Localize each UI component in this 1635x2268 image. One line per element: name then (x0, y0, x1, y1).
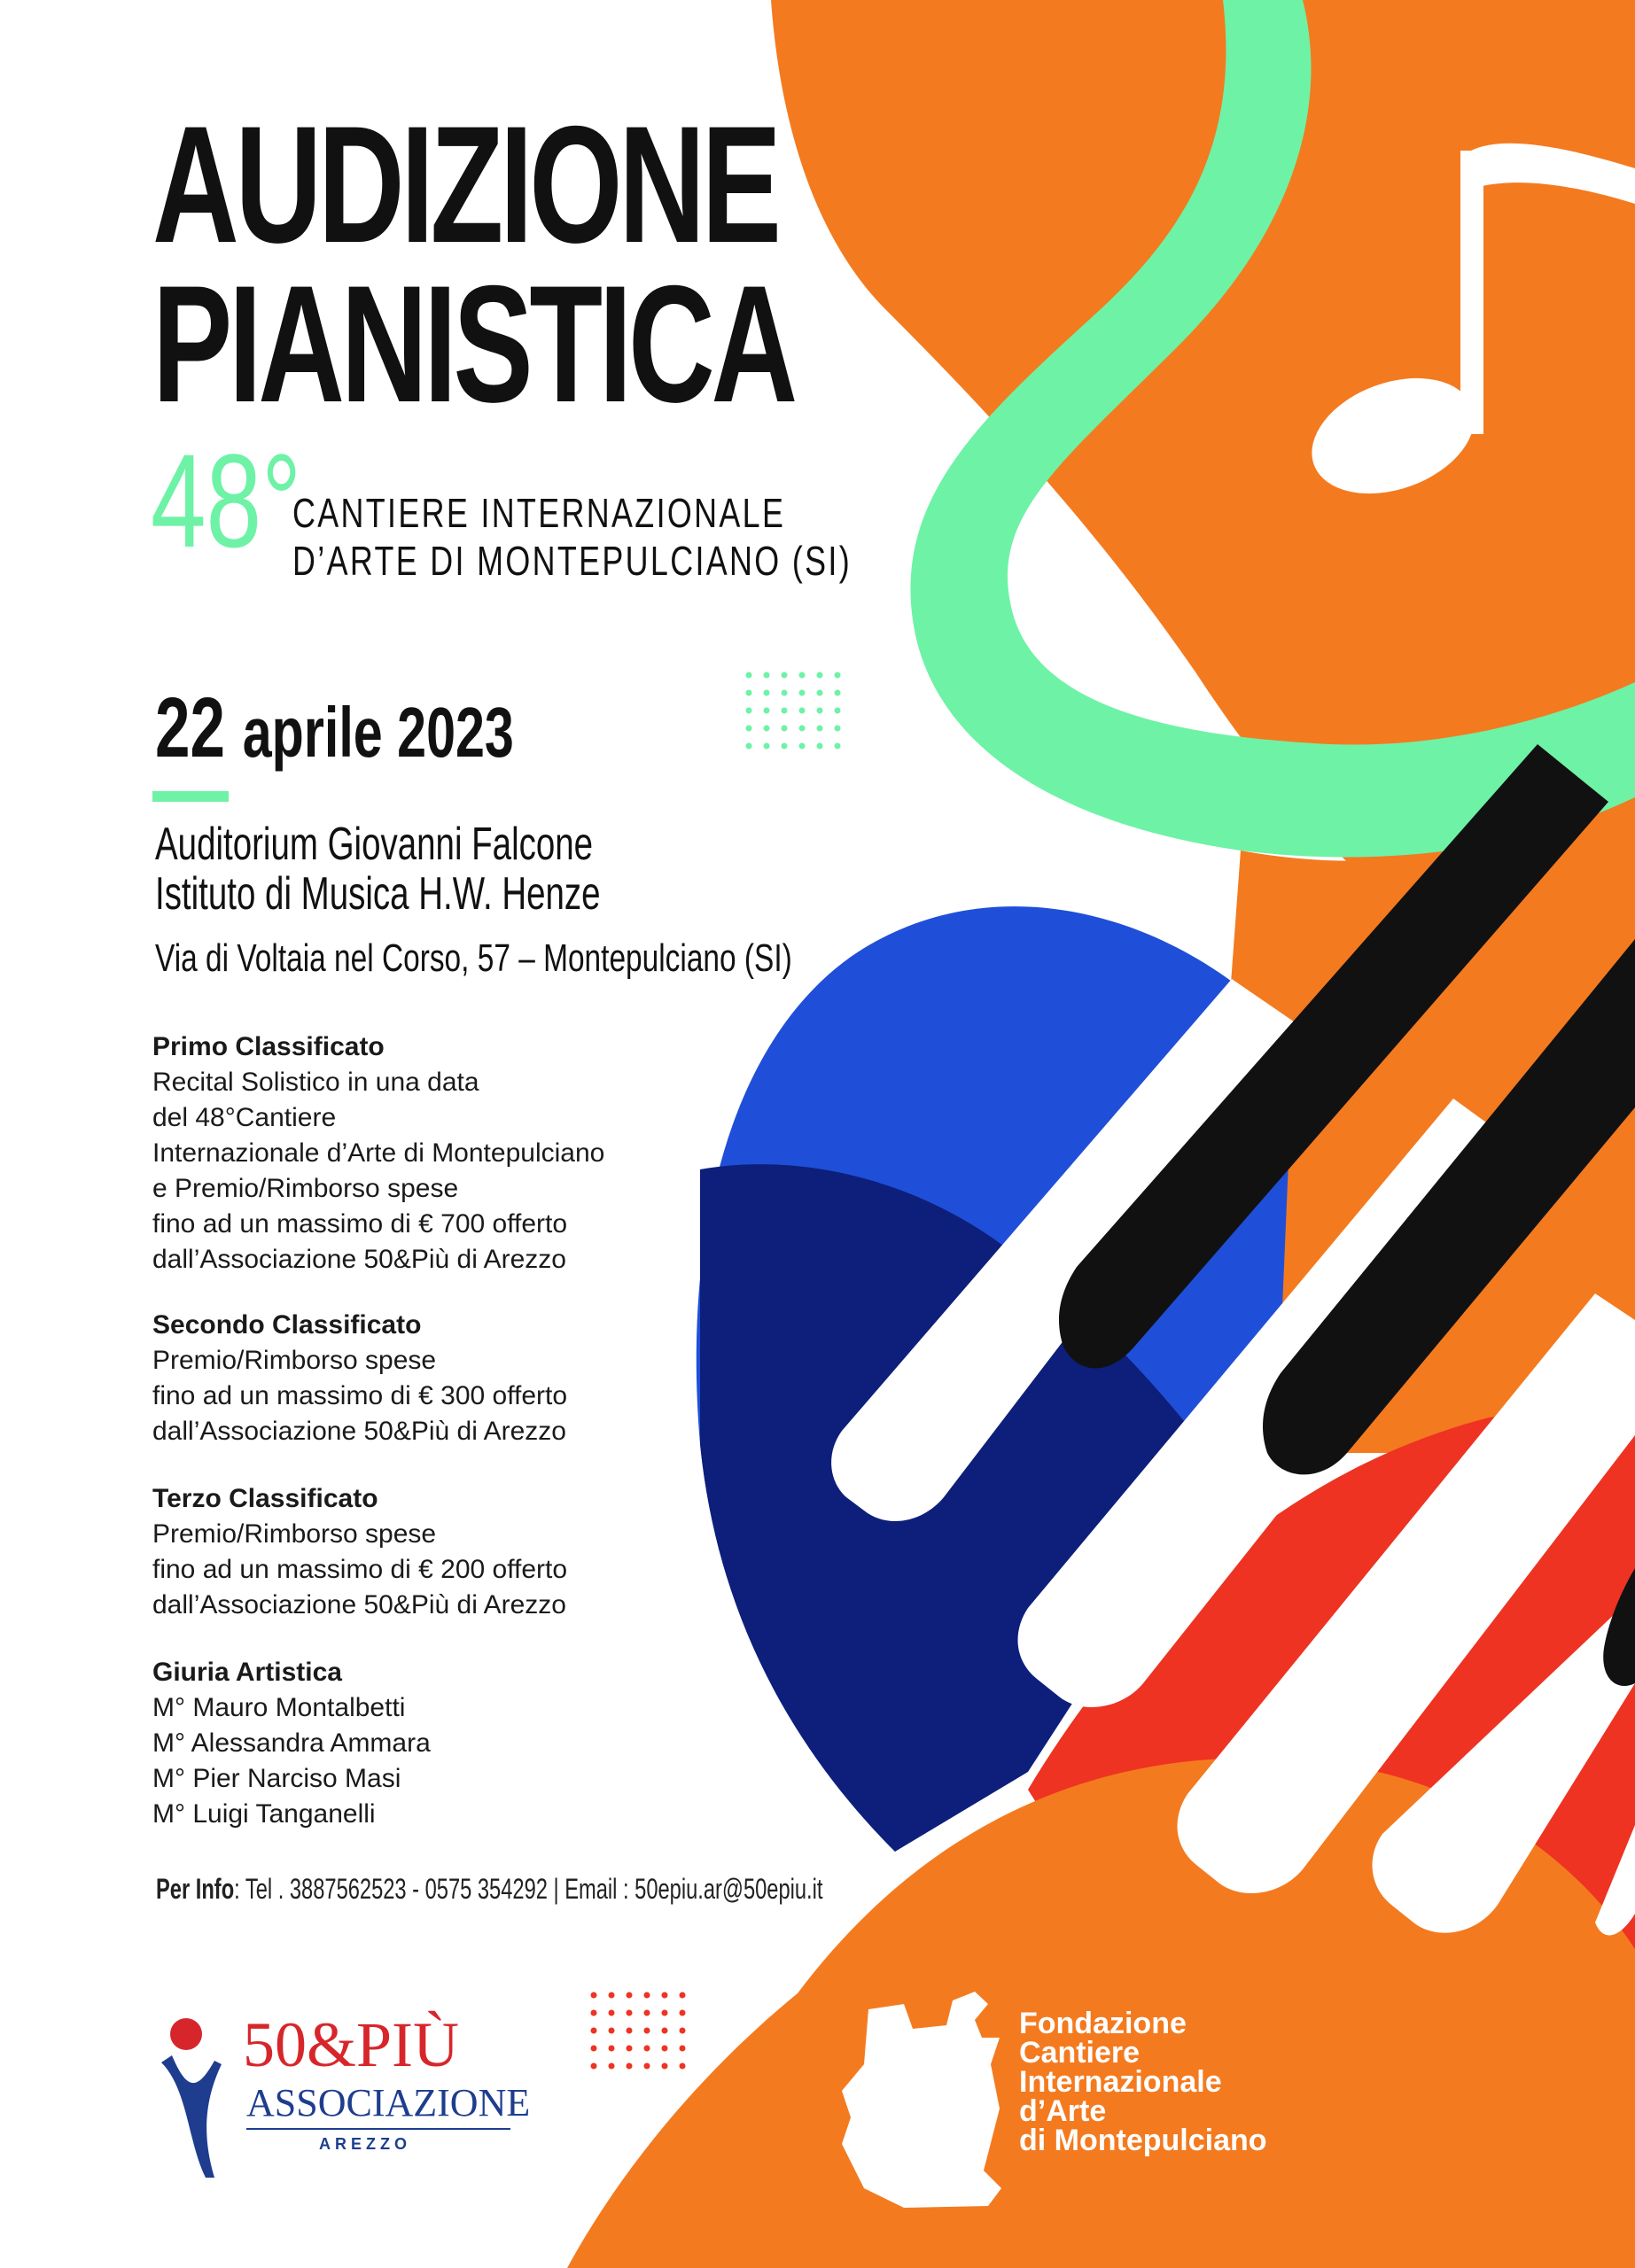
dot (662, 2028, 668, 2034)
dot (627, 2010, 633, 2016)
date-underline (152, 791, 229, 802)
prize-second (152, 1308, 567, 1449)
prize-line: Premio/Rimborso spese (152, 1346, 437, 1375)
dot (782, 708, 788, 714)
dot (764, 690, 770, 696)
prize-line: del 48°Cantiere (152, 1103, 337, 1132)
dot (662, 2063, 668, 2070)
dot (680, 1992, 686, 1999)
date-day: 22 (155, 680, 226, 775)
info-text: : Tel . 3887562523 - 0575 354292 | Email : 50epiu.ar@50epiu.it (234, 1873, 823, 1905)
jury-member: M° Pier Narciso Masi (152, 1764, 401, 1793)
prize-third (152, 1481, 567, 1623)
dot (609, 2028, 615, 2034)
event-date (155, 680, 514, 777)
dot (817, 708, 823, 714)
title-line-2: PIANISTICA (152, 251, 794, 437)
info-label: Per Info (156, 1873, 235, 1905)
prize-line: dall’Associazione 50&Più di Arezzo (152, 1245, 566, 1274)
dot (591, 2010, 597, 2016)
dot (799, 743, 806, 750)
dot (782, 672, 788, 679)
prize-line: Premio/Rimborso spese (152, 1519, 437, 1549)
dot (627, 1992, 633, 1999)
dot (782, 726, 788, 732)
dot (644, 2028, 650, 2034)
dot (764, 672, 770, 679)
prize-line: Internazionale d’Arte di Montepulciano (152, 1138, 605, 1168)
venue-line-2: Istituto di Musica H.W. Henze (155, 868, 601, 920)
dot (644, 2046, 650, 2052)
dot (799, 690, 806, 696)
logo-50piu-divider (246, 2128, 510, 2130)
dot (835, 708, 841, 714)
dot (817, 672, 823, 679)
logo-50piu-name: 50&PIÙ (243, 2009, 460, 2080)
dot (627, 2028, 633, 2034)
dot (764, 743, 770, 750)
venue-line-1: Auditorium Giovanni Falcone (155, 819, 594, 870)
fondazione-line: di Montepulciano (1019, 2124, 1267, 2157)
dot (644, 2063, 650, 2070)
prize-heading: Primo Classificato (152, 1032, 385, 1061)
prize-line: dall’Associazione 50&Più di Arezzo (152, 1590, 566, 1619)
dot (817, 726, 823, 732)
prize-heading: Secondo Classificato (152, 1310, 422, 1340)
dot (644, 1992, 650, 1999)
edition-number: 48° (151, 426, 302, 575)
dot (662, 2010, 668, 2016)
dot (609, 2010, 615, 2016)
prize-heading: Terzo Classificato (152, 1484, 378, 1513)
dot (835, 726, 841, 732)
logo-50piu (152, 2009, 531, 2178)
dot (609, 2063, 615, 2070)
jury (152, 1655, 431, 1832)
dot (627, 2063, 633, 2070)
dot (782, 743, 788, 750)
mint-dot-grid (746, 672, 841, 750)
dot (746, 743, 752, 750)
fondazione-line: Fondazione (1019, 2007, 1187, 2040)
prize-line: dall’Associazione 50&Più di Arezzo (152, 1417, 566, 1446)
edition-line-1: CANTIERE INTERNAZIONALE (292, 490, 786, 536)
dot (662, 1992, 668, 1999)
dot (835, 743, 841, 750)
poster-title (152, 91, 794, 437)
dot (680, 2028, 686, 2034)
prize-line: e Premio/Rimborso spese (152, 1174, 459, 1203)
dot (609, 1992, 615, 1999)
dot (680, 2046, 686, 2052)
dot (627, 2046, 633, 2052)
venue-address: Via di Voltaia nel Corso, 57 – Montepulciano (SI) (155, 936, 792, 980)
date-rest: aprile 2023 (242, 693, 514, 772)
jury-member: M° Alessandra Ammara (152, 1728, 431, 1758)
dot (746, 672, 752, 679)
dot (799, 708, 806, 714)
dot (817, 690, 823, 696)
dot (764, 708, 770, 714)
logo-50piu-city: AREZZO (319, 2135, 411, 2153)
dot (835, 672, 841, 679)
dot (680, 2063, 686, 2070)
dot (662, 2046, 668, 2052)
dot (799, 672, 806, 679)
dot (591, 2028, 597, 2034)
dot (746, 708, 752, 714)
red-dot-grid (591, 1992, 686, 2070)
contact-info (156, 1871, 822, 1907)
prize-line: Recital Solistico in una data (152, 1068, 479, 1097)
dot (746, 726, 752, 732)
prize-line: fino ad un massimo di € 700 offerto (152, 1209, 568, 1239)
dot (764, 726, 770, 732)
dot (591, 2046, 597, 2052)
jury-member: M° Mauro Montalbetti (152, 1693, 406, 1722)
dot (591, 2063, 597, 2070)
dot (644, 2010, 650, 2016)
logo-50piu-sub: ASSOCIAZIONE (246, 2081, 531, 2124)
title-line-1: AUDIZIONE (152, 91, 778, 277)
dot (817, 743, 823, 750)
fondazione-line: d’Arte (1019, 2094, 1107, 2128)
prize-line: fino ad un massimo di € 300 offerto (152, 1381, 568, 1410)
dot (782, 690, 788, 696)
jury-heading: Giuria Artistica (152, 1658, 342, 1687)
edition-text (292, 489, 852, 585)
dot (680, 2010, 686, 2016)
edition-line-2: D’ARTE DI MONTEPULCIANO (SI) (292, 538, 853, 584)
dot (799, 726, 806, 732)
prize-first (152, 1029, 604, 1278)
dot (835, 690, 841, 696)
prize-line: fino ad un massimo di € 200 offerto (152, 1555, 568, 1584)
dot (746, 690, 752, 696)
dot (609, 2046, 615, 2052)
fondazione-line: Internazionale (1019, 2065, 1222, 2099)
dot (591, 1992, 597, 1999)
fondazione-line: Cantiere (1019, 2036, 1141, 2070)
logo-fondazione-text (1019, 2009, 1267, 2155)
venue (155, 819, 601, 919)
jury-member: M° Luigi Tanganelli (152, 1799, 376, 1829)
